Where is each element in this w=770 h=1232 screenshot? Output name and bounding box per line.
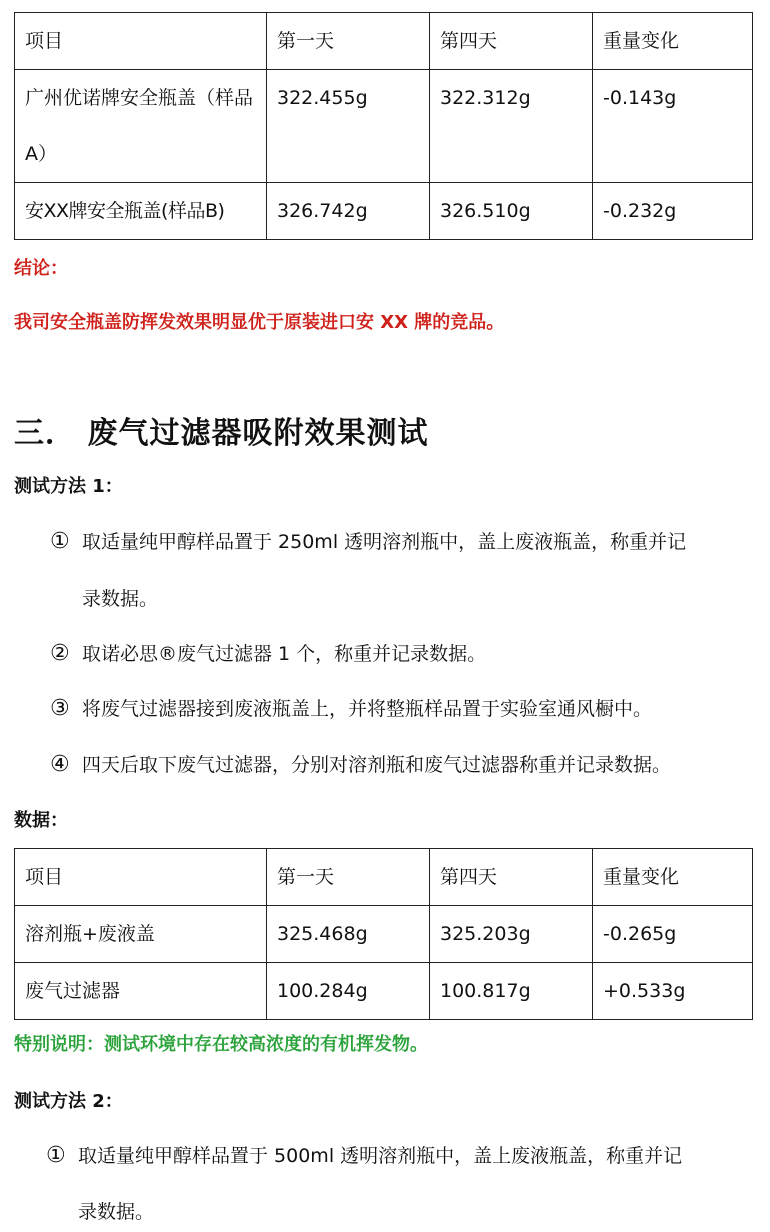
table-row (15, 906, 753, 963)
table-header-cell: 第一天 (267, 849, 430, 906)
table-header-cell: 重量变化 (593, 849, 753, 906)
step-number: ② (50, 641, 70, 666)
table-cell-item: 废气过滤器 (15, 963, 267, 1020)
step-item (46, 1141, 682, 1168)
step-item (50, 750, 671, 777)
table-cell-day4: 100.817g (430, 963, 593, 1020)
table-cell-day1: 325.468g (267, 906, 430, 963)
table-row (15, 963, 753, 1020)
table-header-cell: 第一天 (267, 13, 430, 70)
step-text-continued: 录数据。 (78, 1201, 155, 1223)
step-text: 取诺必思®废气过滤器 1 个，称重并记录数据。 (82, 643, 487, 665)
table-row (15, 183, 753, 240)
table-cell-change: -0.143g (593, 70, 753, 183)
step-number: ① (46, 1143, 66, 1168)
data-label: 数据： (14, 810, 68, 831)
method-2-label: 测试方法 2： (14, 1091, 123, 1112)
step-number: ③ (50, 696, 70, 721)
step-number: ① (50, 529, 70, 554)
step-item (50, 694, 652, 721)
conclusion-text: 我司安全瓶盖防挥发效果明显优于原装进口安 XX 牌的竞品。 (14, 312, 505, 333)
step-text: 四天后取下废气过滤器，分别对溶剂瓶和废气过滤器称重并记录数据。 (82, 754, 672, 776)
table-cell-item: 广州优诺牌安全瓶盖（样品 A） (15, 70, 267, 183)
section-title: 三． 废气过滤器吸附效果测试 (14, 416, 429, 451)
comparison-table (14, 12, 753, 240)
table-cell-day1: 322.455g (267, 70, 430, 183)
step-text: 将废气过滤器接到废液瓶盖上，并将整瓶样品置于实验室通风橱中。 (82, 698, 653, 720)
table-header-cell: 第四天 (430, 849, 593, 906)
table-cell-item: 安XX牌安全瓶盖(样品B) (15, 183, 267, 240)
table-header-cell: 项目 (15, 13, 267, 70)
table-header-cell: 第四天 (430, 13, 593, 70)
step-text: 取适量纯甲醇样品置于 250ml 透明溶剂瓶中，盖上废液瓶盖，称重并记 (82, 531, 687, 553)
table-row (15, 70, 753, 183)
step-text: 取适量纯甲醇样品置于 500ml 透明溶剂瓶中，盖上废液瓶盖，称重并记 (78, 1145, 683, 1167)
step-item (50, 639, 486, 666)
method-1-label: 测试方法 1： (14, 476, 123, 497)
filter-test-table (14, 848, 753, 1020)
table-cell-day4: 325.203g (430, 906, 593, 963)
special-note: 特别说明：测试环境中存在较高浓度的有机挥发物。 (14, 1034, 428, 1055)
table-cell-change: -0.265g (593, 906, 753, 963)
table-header-cell: 项目 (15, 849, 267, 906)
step-number: ④ (50, 752, 70, 777)
table-cell-day1: 100.284g (267, 963, 430, 1020)
table-header-cell: 重量变化 (593, 13, 753, 70)
table-cell-change: +0.533g (593, 963, 753, 1020)
table-cell-day4: 326.510g (430, 183, 593, 240)
conclusion-label: 结论： (14, 258, 68, 279)
table-header-row (15, 849, 753, 906)
table-header-row (15, 13, 753, 70)
step-text-continued: 录数据。 (82, 588, 159, 610)
table-cell-day4: 322.312g (430, 70, 593, 183)
step-item (50, 527, 686, 554)
table-cell-change: -0.232g (593, 183, 753, 240)
table-cell-item: 溶剂瓶+废液盖 (15, 906, 267, 963)
table-cell-day1: 326.742g (267, 183, 430, 240)
